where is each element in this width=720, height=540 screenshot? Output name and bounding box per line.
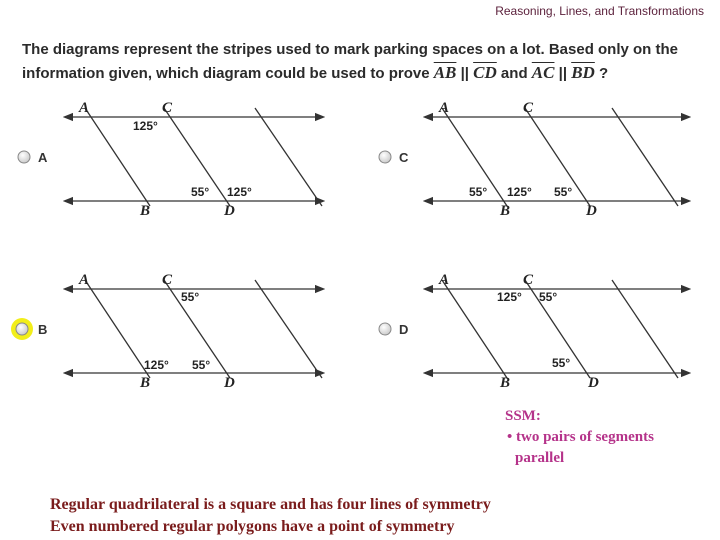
question-line-1: The diagrams represent the stripes used to mark parking spaces on a lot. Based only on the bbox=[22, 41, 679, 58]
point-a: A bbox=[79, 272, 90, 288]
point-c: C bbox=[162, 272, 173, 288]
option-d[interactable] bbox=[379, 272, 686, 391]
angle-label: 125° bbox=[133, 119, 158, 133]
question-line-2: information given, which diagram could be used to prove $\overline{AB}$ || $\overline{CD}$ and $\overline{AC}$ || $\overline{BD}$ ? bbox=[22, 63, 609, 82]
stripe-3 bbox=[255, 280, 322, 378]
ssm-bullet-continued: parallel bbox=[515, 450, 565, 466]
ssm-note bbox=[505, 406, 654, 469]
footer-line-1: Regular quadrilateral is a square and has four lines of symmetry bbox=[50, 496, 491, 513]
point-a: A bbox=[439, 272, 450, 288]
footer-notes bbox=[50, 494, 491, 538]
point-d: D bbox=[588, 375, 599, 391]
radio-option-d[interactable] bbox=[379, 323, 391, 335]
point-d: D bbox=[224, 203, 235, 219]
option-a-label: A bbox=[38, 150, 48, 165]
angle-label: 55° bbox=[539, 290, 558, 304]
angle-label: 55° bbox=[181, 290, 200, 304]
point-b: B bbox=[500, 375, 511, 391]
stripe-3 bbox=[612, 280, 678, 378]
point-c: C bbox=[523, 100, 534, 116]
stripe-3 bbox=[612, 108, 678, 206]
point-c: C bbox=[523, 272, 534, 288]
angle-label: 55° bbox=[554, 185, 573, 199]
segment-ac: $\overline{AC}$ bbox=[531, 63, 555, 82]
option-d-label: D bbox=[399, 322, 409, 337]
ssm-bullet: • two pairs of segments bbox=[507, 429, 654, 445]
segment-ab: $\overline{AB}$ bbox=[433, 63, 457, 82]
option-c-label: C bbox=[399, 150, 409, 165]
option-a[interactable] bbox=[18, 100, 322, 219]
stripe-1 bbox=[85, 280, 150, 378]
point-d: D bbox=[224, 375, 235, 391]
point-a: A bbox=[79, 100, 90, 116]
footer-line-2: Even numbered regular polygons have a point of symmetry bbox=[50, 518, 455, 535]
option-b[interactable] bbox=[11, 272, 322, 391]
angle-label: 125° bbox=[497, 290, 522, 304]
page-header: Reasoning, Lines, and Transformations bbox=[495, 4, 704, 18]
angle-label: 55° bbox=[191, 185, 210, 199]
angle-label: 125° bbox=[507, 185, 532, 199]
option-b-label: B bbox=[38, 322, 48, 337]
angle-label: 125° bbox=[144, 358, 169, 372]
point-a: A bbox=[439, 100, 450, 116]
point-b: B bbox=[140, 375, 151, 391]
radio-option-a[interactable] bbox=[18, 151, 30, 163]
angle-label: 55° bbox=[552, 356, 571, 370]
radio-option-c[interactable] bbox=[379, 151, 391, 163]
segment-cd: $\overline{CD}$ bbox=[473, 63, 497, 82]
point-d: D bbox=[586, 203, 597, 219]
point-b: B bbox=[140, 203, 151, 219]
segment-bd: $\overline{BD}$ bbox=[571, 63, 595, 82]
radio-option-b[interactable] bbox=[16, 323, 28, 335]
angle-label: 55° bbox=[192, 358, 211, 372]
angle-label: 125° bbox=[227, 185, 252, 199]
option-c[interactable] bbox=[379, 100, 686, 219]
point-b: B bbox=[500, 203, 511, 219]
ssm-title: SSM: bbox=[505, 408, 541, 424]
stripe-3 bbox=[255, 108, 322, 206]
angle-label: 55° bbox=[469, 185, 488, 199]
point-c: C bbox=[162, 100, 173, 116]
